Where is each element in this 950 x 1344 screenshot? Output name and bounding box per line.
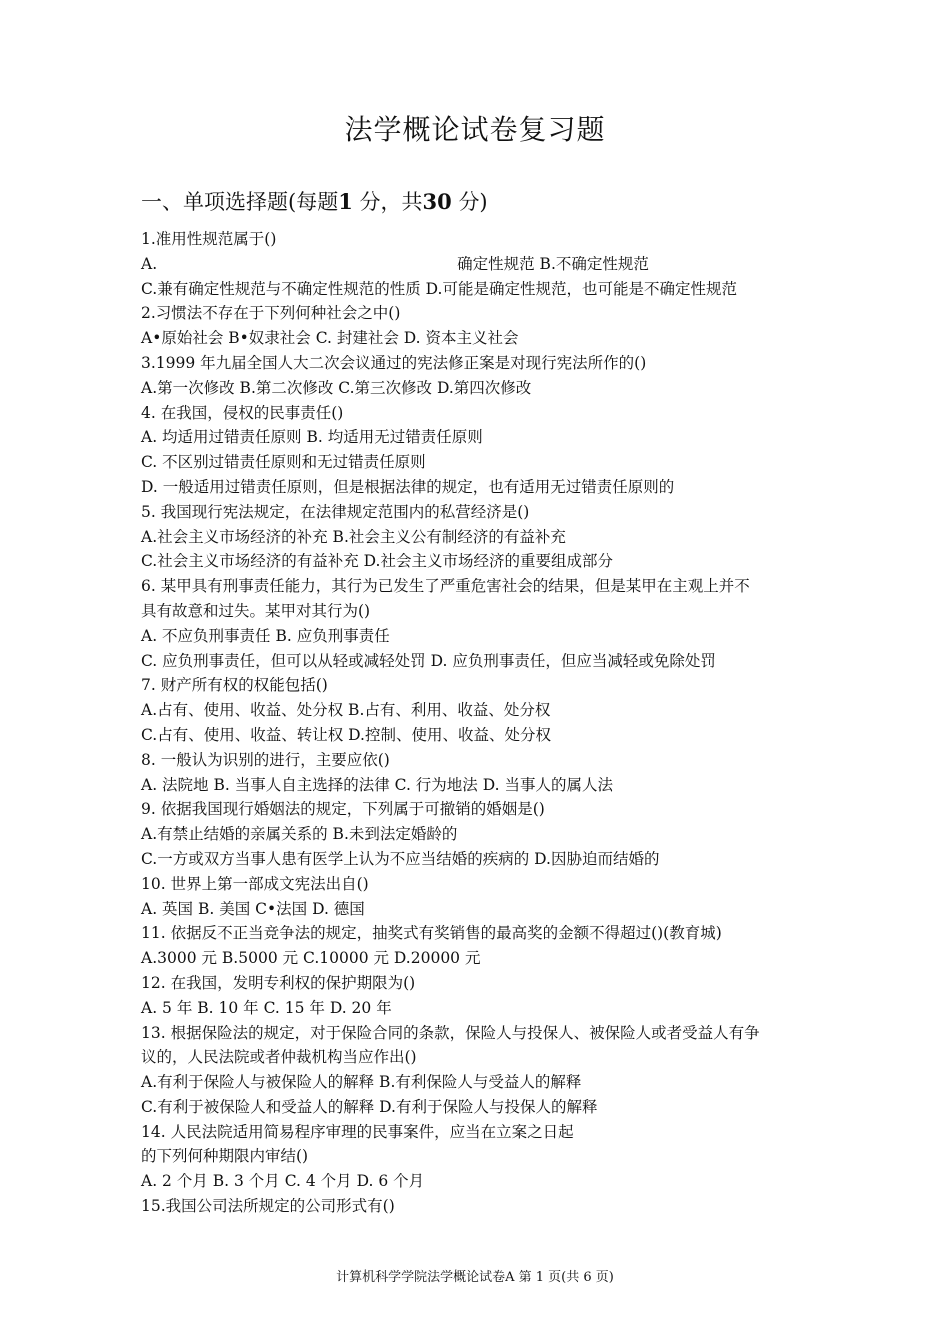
option-line: A.有禁止结婚的亲属关系的 B.未到法定婚龄的 xyxy=(141,825,458,844)
option-line: A. 5 年 B. 10 年 C. 15 年 D. 20 年 xyxy=(141,998,392,1017)
section-suffix: 分) xyxy=(458,190,488,214)
option-line: C. 不区别过错责任原则和无过错责任原则 xyxy=(141,453,426,472)
question-line: 10. 世界上第一部成文宪法出自() xyxy=(141,874,369,893)
question-line: 的下列何种期限内审结() xyxy=(141,1147,309,1166)
option-line: D. 一般适用过错责任原则，但是根据法律的规定，也有适用无过错责任原则的 xyxy=(141,477,675,496)
question-line: 4. 在我国，侵权的民事责任() xyxy=(141,403,344,422)
option-line: A•原始社会 B•奴隶社会 C. 封建社会 D. 资本主义社会 xyxy=(141,329,519,348)
option-line: C.兼有确定性规范与不确定性规范的性质 D.可能是确定性规范，也可能是不确定性规范 xyxy=(141,279,737,298)
question-body xyxy=(141,227,831,1219)
page-title: 法学概论试卷复习题 xyxy=(344,113,606,146)
section-heading xyxy=(141,186,488,216)
option-line: A.3000 元 B.5000 元 C.10000 元 D.20000 元 xyxy=(141,949,481,968)
option-line xyxy=(141,252,831,277)
question-line: 3.1999 年九届全国人大二次会议通过的宪法修正案是对现行宪法所作的() xyxy=(141,353,647,372)
option-line: C.有利于被保险人和受益人的解释 D.有利于保险人与投保人的解释 xyxy=(141,1097,598,1116)
question-line: 12. 在我国，发明专利权的保护期限为() xyxy=(141,973,416,992)
section-total-score: 30 xyxy=(422,189,452,214)
option-line: C.占有、使用、收益、转让权 D.控制、使用、收益、处分权 xyxy=(141,725,551,744)
option-line: A. 法院地 B. 当事人自主选择的法律 C. 行为地法 D. 当事人的属人法 xyxy=(141,775,613,794)
option-line: C.一方或双方当事人患有医学上认为不应当结婚的疾病的 D.因胁迫而结婚的 xyxy=(141,849,660,868)
question-line: 13. 根据保险法的规定，对于保险合同的条款，保险人与投保人、被保险人或者受益人有争 xyxy=(141,1023,760,1042)
section-middle: 分，共 xyxy=(359,190,423,214)
option-line: A. 英国 B. 美国 C•法国 D. 德国 xyxy=(141,899,365,918)
question-line: 议的，人民法院或者仲裁机构当应作出() xyxy=(141,1048,417,1067)
option-line: A.有利于保险人与被保险人的解释 B.有利保险人与受益人的解释 xyxy=(141,1073,582,1092)
option-line: A.社会主义市场经济的补充 B.社会主义公有制经济的有益补充 xyxy=(141,527,566,546)
question-line: 6. 某甲具有刑事责任能力，其行为已发生了严重危害社会的结果，但是某甲在主观上并不 xyxy=(141,577,750,596)
option-line: C.社会主义市场经济的有益补充 D.社会主义市场经济的重要组成部分 xyxy=(141,552,613,571)
option-line: A.第一次修改 B.第二次修改 C.第三次修改 D.第四次修改 xyxy=(141,378,532,397)
question-line: 8. 一般认为识别的进行，主要应依() xyxy=(141,750,390,769)
question-line: 1.准用性规范属于() xyxy=(141,230,277,248)
question-line: 5. 我国现行宪法规定，在法律规定范围内的私营经济是() xyxy=(141,502,530,521)
question-line: 15.我国公司法所规定的公司形式有() xyxy=(141,1197,395,1216)
page-footer: 计算机科学学院法学概论试卷A 第 1 页(共 6 页) xyxy=(336,1270,614,1285)
option-line: A. 不应负刑事责任 B. 应负刑事责任 xyxy=(141,626,390,645)
option-a-label: A. xyxy=(141,254,158,273)
option-line: C. 应负刑事责任，但可以从轻或减轻处罚 D. 应负刑事责任，但应当减轻或免除处罚 xyxy=(141,651,716,670)
question-line: 14. 人民法院适用简易程序审理的民事案件，应当在立案之日起 xyxy=(141,1122,574,1141)
question-line: 11. 依据反不正当竞争法的规定，抽奖式有奖销售的最高奖的金额不得超过()(教育城) xyxy=(141,924,722,943)
option-line: A. 2 个月 B. 3 个月 C. 4 个月 D. 6 个月 xyxy=(141,1172,425,1191)
question-line: 2.习惯法不存在于下列何种社会之中() xyxy=(141,304,401,323)
question-line: 具有故意和过失。某甲对其行为() xyxy=(141,601,371,620)
question-line: 7. 财产所有权的权能包括() xyxy=(141,676,328,695)
question-line: 9. 依据我国现行婚姻法的规定，下列属于可撤销的婚姻是() xyxy=(141,800,545,819)
option-line: A.占有、使用、收益、处分权 B.占有、利用、收益、处分权 xyxy=(141,701,551,720)
option-line: A. 均适用过错责任原则 B. 均适用无过错责任原则 xyxy=(141,428,483,447)
section-prefix: 一、单项选择题(每题 xyxy=(141,190,339,214)
option-line-rest: 确定性规范 B.不确定性规范 xyxy=(457,254,649,273)
section-per-score: 1 xyxy=(338,189,353,214)
